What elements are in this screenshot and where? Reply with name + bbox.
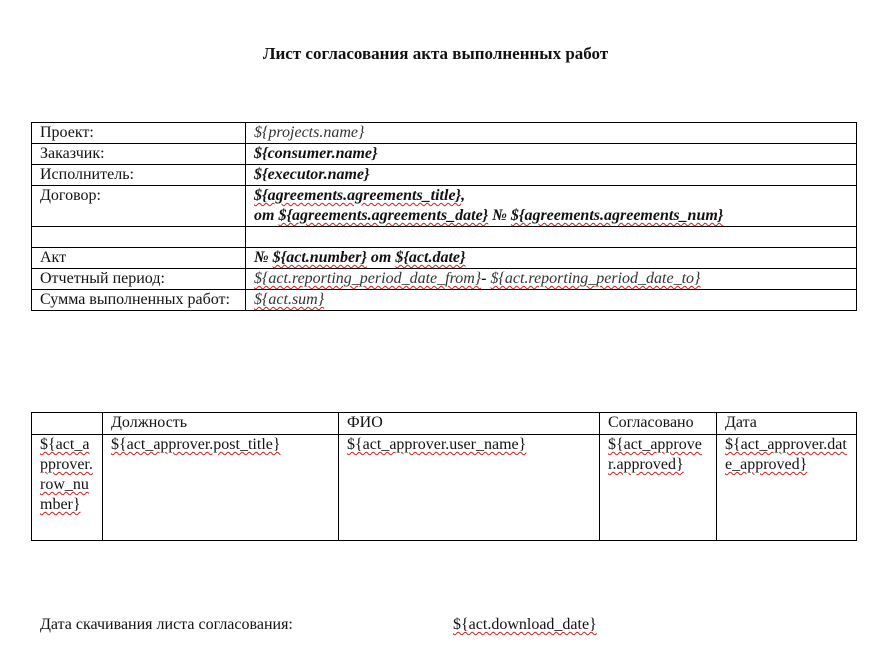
header-full-name: ФИО <box>339 413 600 435</box>
act-date-field: ${act.date} <box>395 249 466 266</box>
period-from-field: ${act.reporting_period_date_from} <box>254 270 482 287</box>
cell-full-name <box>339 435 600 541</box>
row-number-field: ${act_approver.row_number} <box>40 436 93 513</box>
act-number-field: ${act.number} <box>272 249 367 266</box>
value-agreement <box>246 186 857 227</box>
executor-name-field: ${executor.name} <box>254 166 370 183</box>
act-number-sign: № <box>254 249 273 266</box>
table-row-agreement <box>32 186 857 227</box>
table-row-empty <box>32 227 857 248</box>
label-period: Отчетный период: <box>32 269 246 290</box>
label-agreement: Договор: <box>32 186 246 227</box>
agreement-from-word: от <box>254 207 279 224</box>
table-row-executor <box>32 165 857 186</box>
approvers-header-row <box>32 413 857 435</box>
header-row-number <box>32 413 103 435</box>
post-title-field: ${act_approver.post_title} <box>111 436 281 453</box>
user-name-field: ${act_approver.user_name} <box>347 436 527 453</box>
label-consumer: Заказчик: <box>32 144 246 165</box>
period-to-field: ${act.reporting_period_date_to} <box>490 270 701 287</box>
label-act: Акт <box>32 248 246 269</box>
period-separator: - <box>481 270 491 287</box>
approved-field: ${act_approver.approved} <box>608 436 702 473</box>
label-executor: Исполнитель: <box>32 165 246 186</box>
value-act <box>246 248 857 269</box>
project-name-field: ${projects.name} <box>254 124 365 141</box>
table-row-project <box>32 123 857 144</box>
table-row-sum <box>32 290 857 311</box>
agreement-title-field: ${agreements.agreements_title} <box>254 187 462 204</box>
header-position: Должность <box>103 413 339 435</box>
table-row <box>32 435 857 541</box>
header-approved: Согласовано <box>600 413 717 435</box>
download-date-value <box>453 616 597 634</box>
agreement-number-sign: № <box>488 207 511 224</box>
value-period <box>246 269 857 290</box>
value-empty <box>246 227 857 248</box>
agreement-date-field: ${agreements.agreements_date} <box>278 207 489 224</box>
value-executor <box>246 165 857 186</box>
act-from-word: от <box>366 249 396 266</box>
value-consumer <box>246 144 857 165</box>
download-date-label: Дата скачивания листа согласования: <box>40 616 293 633</box>
act-sum-field: ${act.sum} <box>254 291 325 308</box>
label-project: Проект: <box>32 123 246 144</box>
consumer-name-field: ${consumer.name} <box>254 145 378 162</box>
label-empty <box>32 227 246 248</box>
download-date-field: ${act.download_date} <box>453 616 597 633</box>
value-sum <box>246 290 857 311</box>
cell-row-number <box>32 435 103 541</box>
cell-position <box>103 435 339 541</box>
table-row-act <box>32 248 857 269</box>
agreement-comma: , <box>461 187 466 204</box>
date-approved-field: ${act_approver.date_approved} <box>725 436 847 473</box>
cell-date <box>717 435 857 541</box>
table-row-period <box>32 269 857 290</box>
cell-approved <box>600 435 717 541</box>
header-date: Дата <box>717 413 857 435</box>
table-row-consumer <box>32 144 857 165</box>
agreement-number-field: ${agreements.agreements_num} <box>510 207 724 224</box>
approvers-table <box>31 412 857 541</box>
value-project <box>246 123 857 144</box>
act-info-table <box>31 122 857 311</box>
document-title: Лист согласования акта выполненных работ <box>262 44 609 63</box>
label-sum: Сумма выполненных работ: <box>32 290 246 311</box>
